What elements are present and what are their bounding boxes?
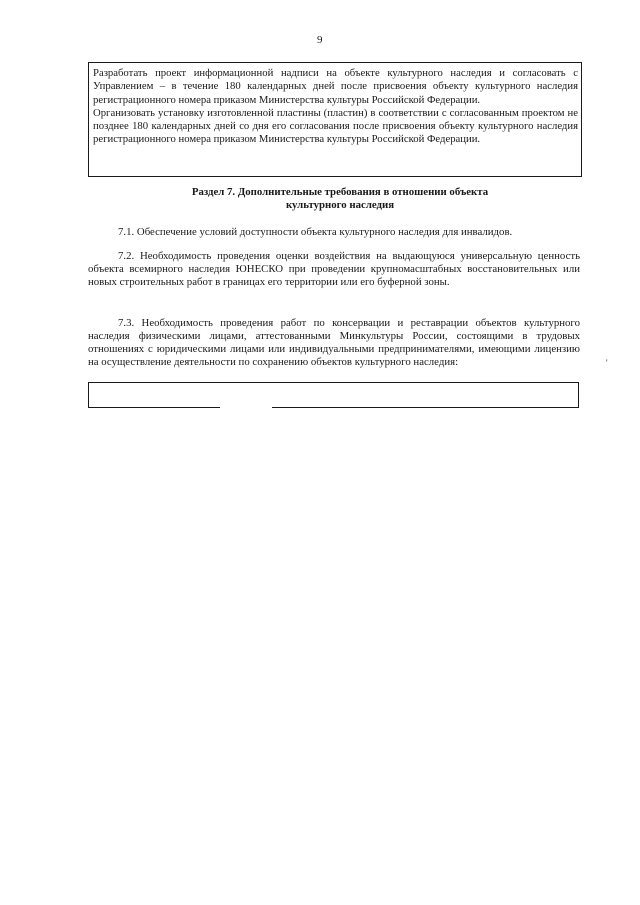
item-7-1: 7.1. Обеспечение условий доступности объекта культурного наследия для инвалидов. — [118, 226, 513, 238]
box-paragraph-2: Организовать установку изготовленной пластины (пластин) в соответствии с согласованным проектом не позднее 180 календарных дней со дня его согласования после присвоения объекту культурного наследия регистрационного номера приказом Министерства культуры Российской Федерации. — [93, 106, 578, 146]
empty-content-box — [88, 382, 579, 408]
page-number: 9 — [317, 34, 323, 46]
box-border-left — [88, 382, 89, 408]
requirements-box — [88, 62, 582, 177]
section-heading-line-1: Раздел 7. Дополнительные требования в отношении объекта — [191, 186, 489, 198]
box-border-top — [88, 382, 579, 383]
box-border-bottom-right — [272, 407, 579, 408]
section-heading-line-2: культурного наследия — [285, 199, 395, 211]
item-7-2: 7.2. Необходимость проведения оценки воздействия на выдающуюся универсальную ценность объекта всемирного наследия ЮНЕСКО при проведении крупномасштабных восстановительных или новых строительных работ в границах его территории или его буферной зоны. — [88, 250, 580, 288]
box-border-bottom-left — [88, 407, 220, 408]
item-7-3: 7.3. Необходимость проведения работ по консервации и реставрации объектов культурного наследия физическими лицами, аттестованными Минкультуры России, состоящими в трудовых отношениях с юридическими лицами или индивидуальными предпринимателями, имеющими лицензию на осуществление деятельности по сохранению объектов культурного наследия: — [88, 317, 580, 368]
box-paragraph-1: Разработать проект информационной надписи на объекте культурного наследия и согласовать с Управлением – в течение 180 календарных дней после присвоения объекту культурного наследия регистрационного номера приказом Министерства культуры Российской Федерации. — [93, 67, 578, 106]
section-heading — [120, 186, 560, 212]
box-border-right — [578, 382, 579, 408]
margin-mark: ' — [606, 358, 608, 368]
